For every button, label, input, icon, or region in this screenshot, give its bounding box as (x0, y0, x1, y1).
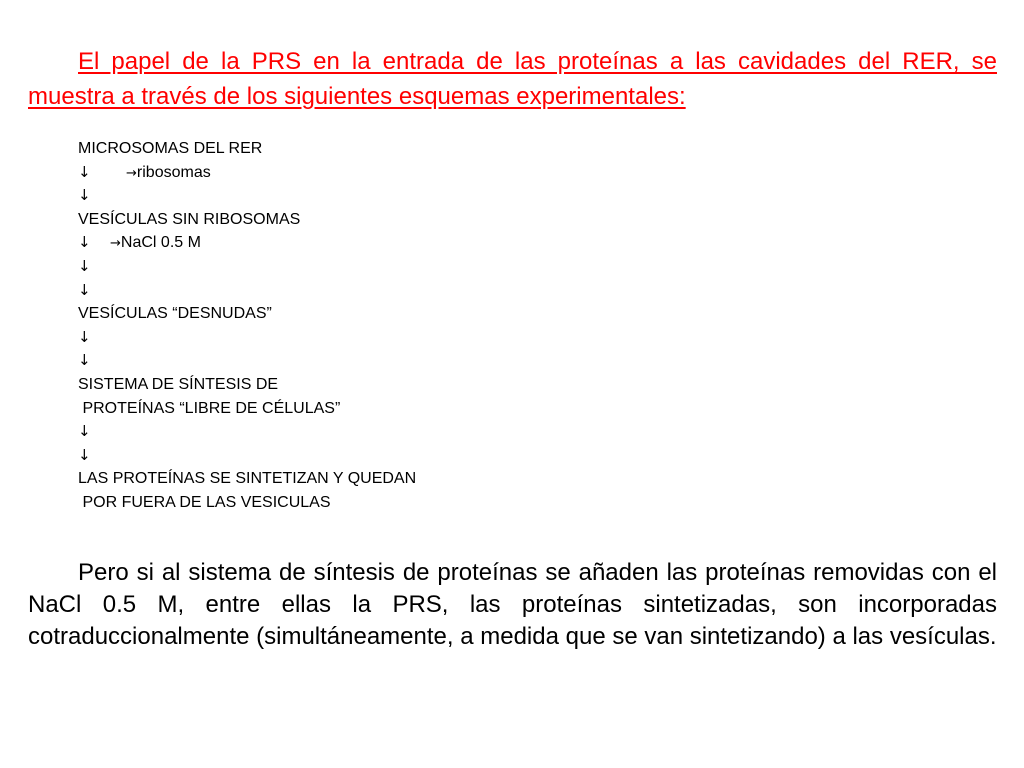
arrow-down-icon: ↓ (78, 186, 91, 205)
arrow-down-icon: ↓ (78, 280, 91, 299)
treatment-label: NaCl 0.5 M (120, 234, 201, 252)
scheme-step-resultado-cont (78, 491, 678, 515)
scheme-step-label: VESÍCULAS “DESNUDAS” (78, 305, 272, 323)
arrow-down-icon: ↓ (78, 162, 91, 181)
scheme-step-label: SISTEMA DE SÍNTESIS DE (78, 375, 279, 393)
scheme-arrow-row (78, 420, 678, 444)
treatment-label: ribosomas (136, 163, 211, 181)
conclusion-paragraph: Pero si al sistema de síntesis de proteínas se añaden las proteínas removidas con el NaCl 0.5 M, entre ellas la PRS, las proteínas sintetizadas, son incorporadas cotraduccionalmente (simultáneamente, a medida que se van sintetizando) a las vesículas. (28, 559, 997, 650)
arrow-down-icon: ↓ (78, 351, 91, 370)
arrow-down-icon: ↓ (78, 256, 91, 275)
scheme-step-sistema-sintesis (78, 373, 678, 397)
arrow-down-icon: ↓ (78, 327, 91, 346)
scheme-arrow-row (78, 444, 678, 468)
scheme-step-vesiculas-desnudas (78, 302, 678, 326)
scheme-step-resultado (78, 467, 678, 491)
intro-heading: El papel de la PRS en la entrada de las proteínas a las cavidades del RER, se muestra a través de los siguientes esquemas experimentales: (28, 48, 997, 110)
scheme-step-vesiculas-sin-ribosomas (78, 208, 678, 232)
scheme-arrow-row (78, 184, 678, 208)
scheme-step-sistema-sintesis-cont (78, 397, 678, 421)
scheme-step-label: MICROSOMAS DEL RER (78, 140, 263, 157)
scheme-step-label: LAS PROTEÍNAS SE SINTETIZAN Y QUEDAN (78, 470, 417, 488)
arrow-down-icon: ↓ (78, 233, 91, 252)
scheme-treatment-nacl (78, 231, 678, 255)
scheme-step-label: POR FUERA DE LAS VESICULAS (78, 493, 331, 511)
scheme-step-microsomas (78, 137, 678, 161)
scheme-treatment-ribosomas (78, 161, 678, 185)
scheme-step-label: VESÍCULAS SIN RIBOSOMAS (78, 210, 301, 228)
arrow-down-icon: ↓ (78, 422, 91, 441)
scheme-arrow-row (78, 349, 678, 373)
scheme-arrow-row (78, 326, 678, 350)
arrow-right-icon: → (126, 165, 137, 181)
arrow-down-icon: ↓ (78, 445, 91, 464)
scheme-arrow-row (78, 279, 678, 303)
scheme-step-label: PROTEÍNAS “LIBRE DE CÉLULAS” (78, 399, 341, 417)
scheme-arrow-row (78, 255, 678, 279)
experimental-scheme (78, 137, 678, 515)
arrow-right-icon: → (110, 236, 121, 252)
